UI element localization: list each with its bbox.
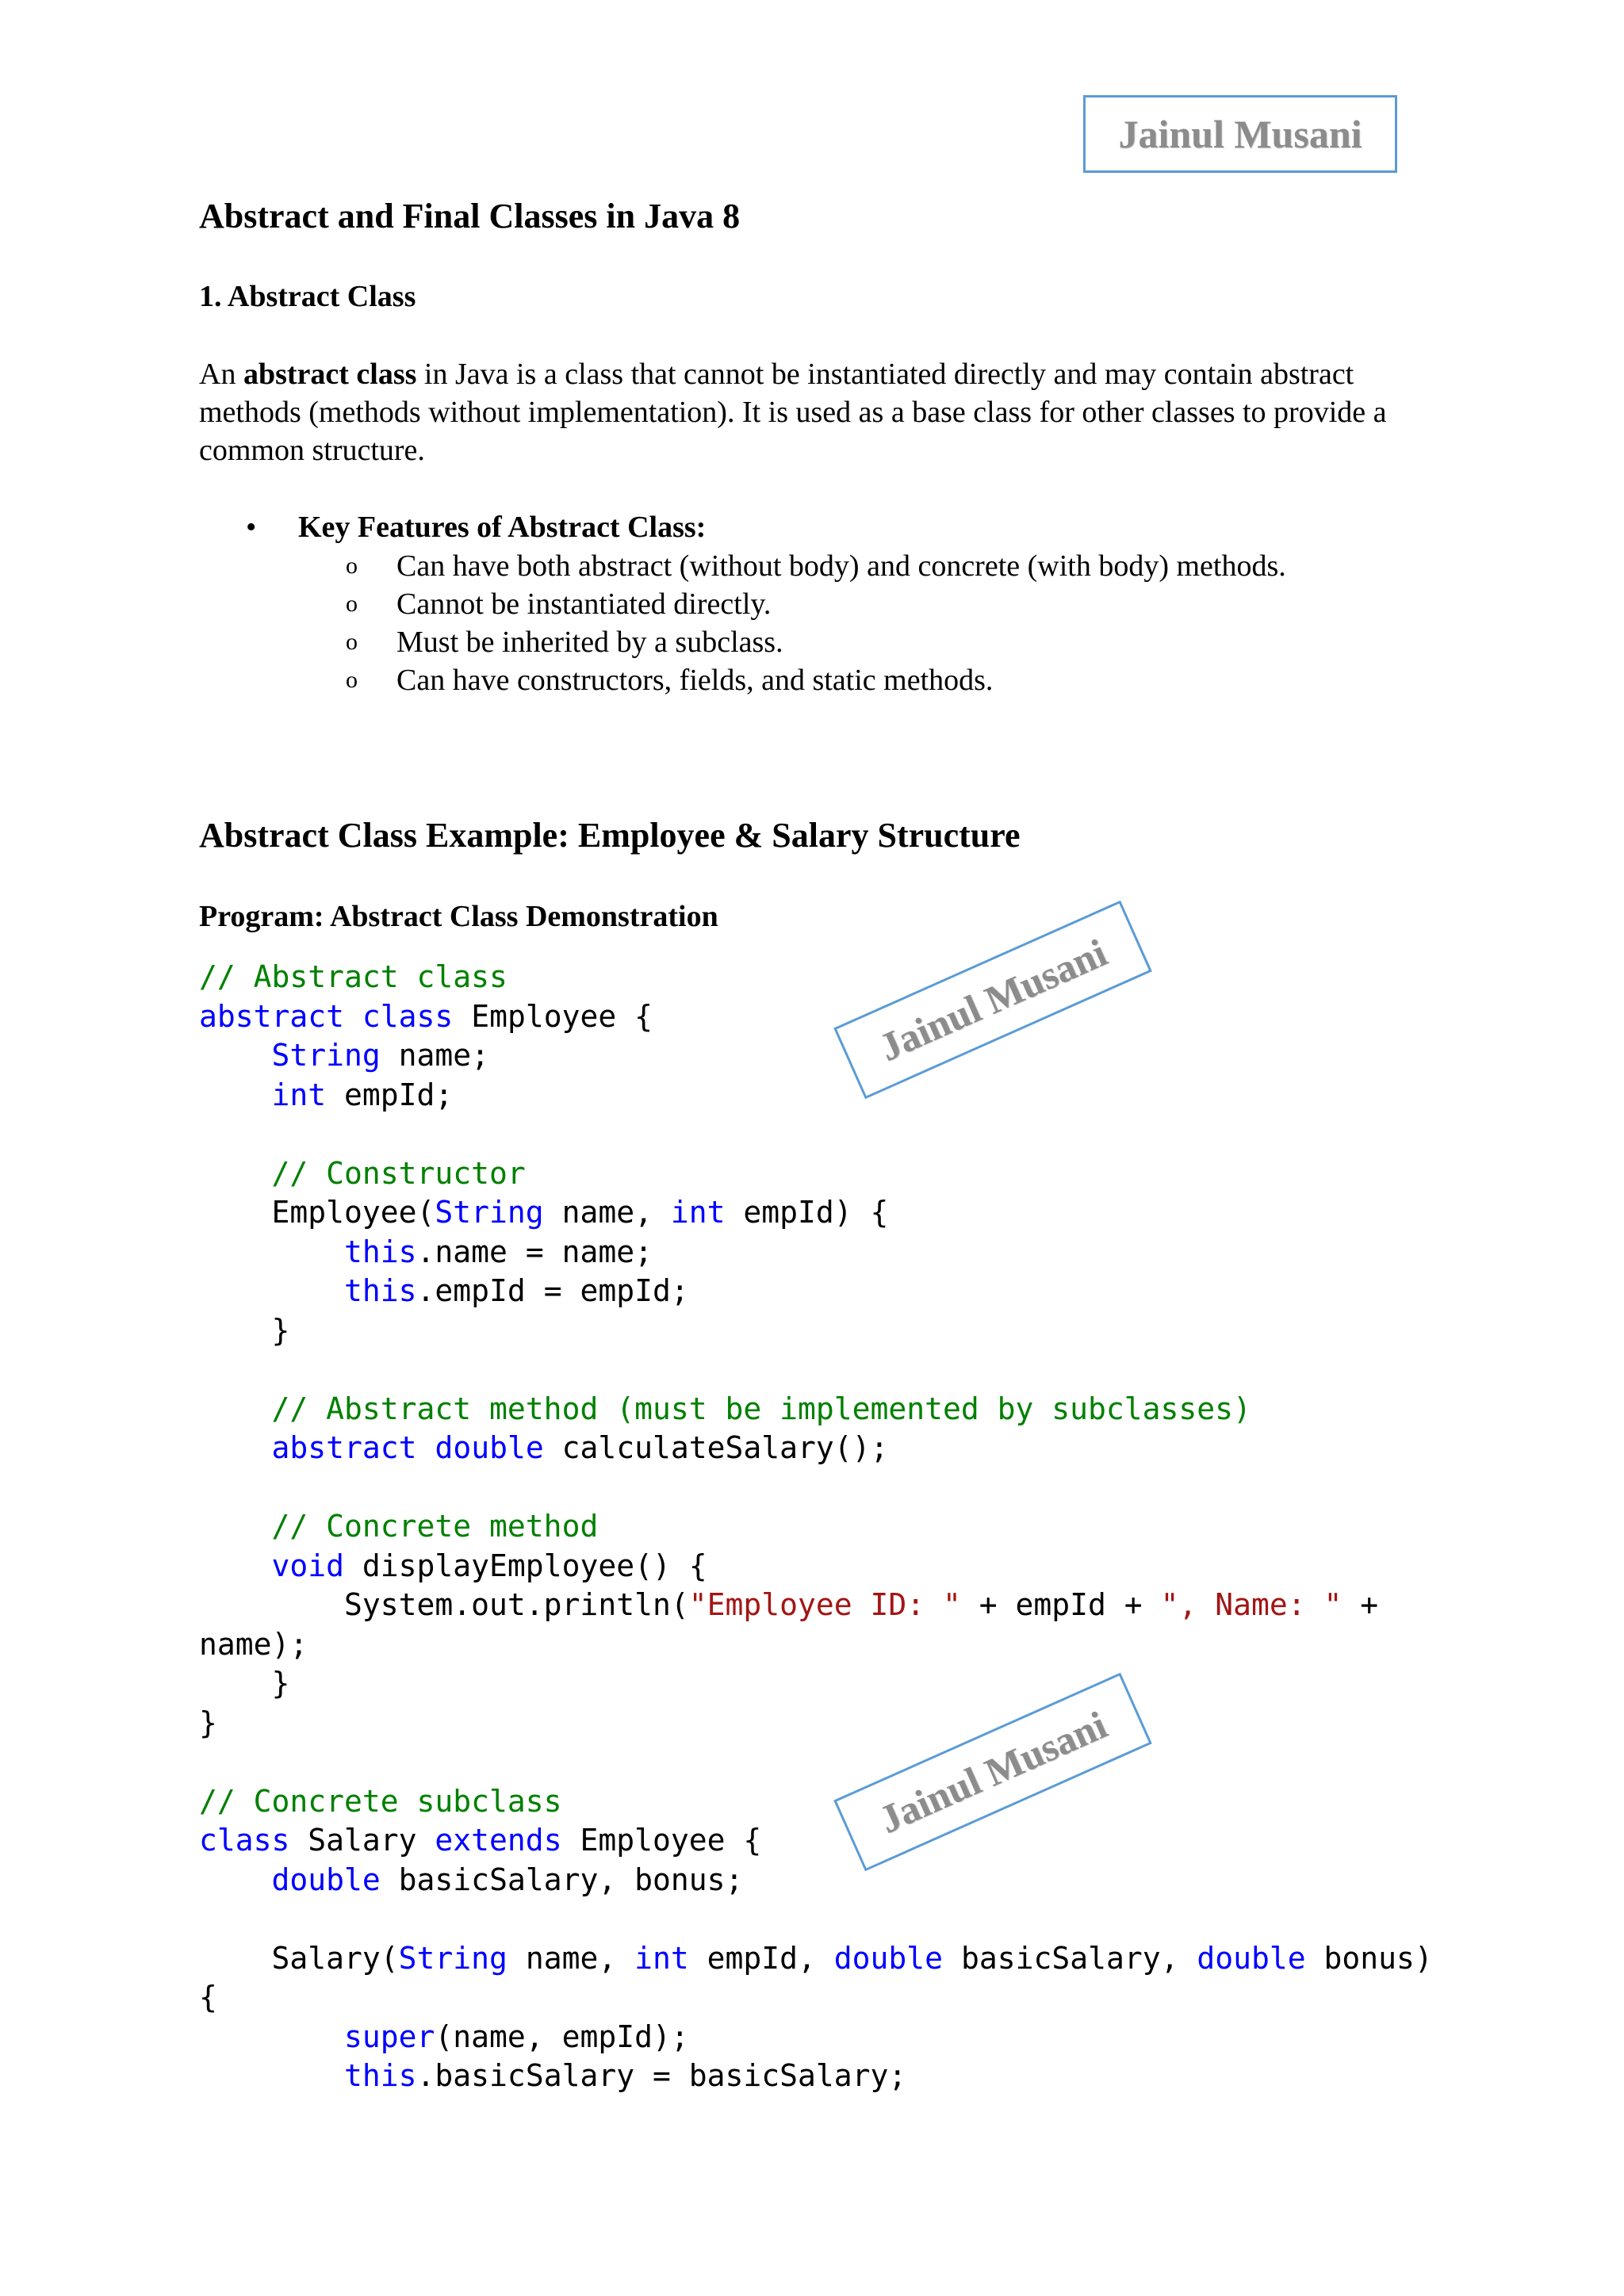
- code-line: [199, 1350, 1433, 1390]
- code-line: [199, 1939, 1433, 1979]
- intro-rest: in Java is a class that cannot be instantiated directly and may contain abstract methods (methods without implementation). It is used as a base class for other classes to provide a common structure.: [199, 358, 1387, 467]
- code-text: + empId +: [960, 1587, 1161, 1622]
- code-text: bonus): [1305, 1940, 1433, 1976]
- list-item-text: Can have both abstract (without body) and concrete (with body) methods.: [396, 549, 1286, 583]
- code-text: }: [199, 1666, 290, 1701]
- code-keyword: extends: [435, 1823, 562, 1858]
- code-text: [199, 1156, 272, 1191]
- code-keyword: this: [344, 2058, 417, 2093]
- code-string: "Employee ID: ": [688, 1587, 961, 1622]
- code-line: [199, 1507, 1433, 1547]
- code-text: (name, empId);: [435, 2019, 689, 2054]
- code-line: [199, 1154, 1433, 1194]
- code-line: [199, 2018, 1433, 2057]
- list-item-text: Must be inherited by a subclass.: [396, 626, 783, 659]
- key-features-heading: Key Features of Abstract Class:: [298, 511, 707, 544]
- code-keyword: String: [435, 1195, 544, 1230]
- code-text: [199, 1234, 344, 1269]
- code-comment: // Concrete method: [271, 1509, 599, 1544]
- code-keyword: void: [271, 1548, 345, 1583]
- code-comment: // Abstract method (must be implemented by subclasses): [271, 1391, 1251, 1426]
- code-text: name);: [199, 1626, 308, 1662]
- code-line: [199, 1704, 1433, 1743]
- code-line: [199, 1390, 1433, 1429]
- code-text: [199, 2019, 344, 2054]
- code-text: System.out.println(: [199, 1587, 689, 1622]
- code-line: [199, 2057, 1433, 2096]
- code-keyword: class: [362, 998, 454, 1034]
- code-keyword: super: [344, 2019, 435, 2054]
- code-line: [199, 1782, 1433, 1822]
- code-text: empId;: [326, 1077, 454, 1112]
- circle-bullet-icon: o: [346, 591, 358, 617]
- code-text: [199, 1430, 272, 1465]
- code-line: [199, 1115, 1433, 1154]
- code-line: [199, 1193, 1433, 1233]
- author-name-box: Jainul Musani: [1083, 95, 1397, 173]
- code-comment: // Abstract class: [199, 959, 508, 994]
- code-line: [199, 1468, 1433, 1508]
- code-keyword: double: [833, 1940, 944, 1976]
- code-text: calculateSalary();: [543, 1430, 889, 1465]
- code-line: [199, 1076, 1433, 1115]
- code-keyword: abstract: [271, 1430, 417, 1465]
- bullet-icon: •: [246, 511, 257, 544]
- code-comment: // Constructor: [271, 1155, 526, 1191]
- code-line: [199, 1743, 1433, 1782]
- watermark-stamp: Jainul Musani: [833, 1673, 1152, 1872]
- code-block: [199, 958, 1433, 2096]
- code-line: [199, 1900, 1433, 1939]
- code-line: [199, 1821, 1433, 1861]
- circle-bullet-icon: o: [346, 667, 358, 693]
- code-line: [199, 997, 1433, 1037]
- code-line: [199, 1547, 1433, 1586]
- code-text: empId,: [688, 1940, 834, 1976]
- code-keyword: String: [398, 1940, 508, 1976]
- code-line: [199, 1036, 1433, 1076]
- code-keyword: int: [670, 1195, 726, 1230]
- code-text: [199, 1273, 344, 1308]
- code-keyword: String: [271, 1038, 381, 1073]
- code-text: Salary(: [199, 1940, 399, 1976]
- code-text: [199, 1038, 272, 1073]
- code-text: .empId = empId;: [416, 1273, 689, 1308]
- code-keyword: double: [271, 1862, 381, 1897]
- code-keyword: this: [344, 1273, 417, 1308]
- circle-bullet-icon: o: [346, 553, 358, 579]
- list-item-text: Can have constructors, fields, and static methods.: [396, 664, 994, 697]
- circle-bullet-icon: o: [346, 629, 358, 655]
- page-title: Abstract and Final Classes in Java 8: [199, 197, 741, 235]
- code-text: name,: [507, 1940, 635, 1976]
- intro-prefix: An: [199, 358, 243, 391]
- intro-paragraph: [199, 355, 1436, 469]
- code-keyword: abstract: [199, 998, 345, 1034]
- code-text: [344, 999, 362, 1034]
- code-line: [199, 1429, 1433, 1468]
- code-text: [417, 1430, 435, 1465]
- code-text: }: [199, 1705, 217, 1740]
- code-text: [199, 1862, 272, 1897]
- code-text: }: [199, 1312, 290, 1348]
- code-line: [199, 1311, 1433, 1351]
- code-line: [199, 1586, 1433, 1625]
- code-text: [199, 1077, 272, 1112]
- section-heading-abstract-class: 1. Abstract Class: [199, 280, 416, 313]
- code-text: empId) {: [725, 1195, 889, 1230]
- code-keyword: double: [1197, 1940, 1306, 1976]
- code-keyword: this: [344, 1234, 417, 1269]
- code-line: [199, 1861, 1433, 1900]
- code-text: Employee {: [453, 998, 653, 1034]
- code-text: [199, 1391, 272, 1426]
- code-text: Salary: [289, 1823, 435, 1858]
- code-line: [199, 1978, 1433, 2018]
- code-text: Employee {: [561, 1823, 762, 1858]
- code-text: .basicSalary = basicSalary;: [416, 2058, 907, 2093]
- code-line: [199, 1664, 1433, 1704]
- code-line: [199, 1233, 1433, 1272]
- code-comment: // Concrete subclass: [199, 1783, 562, 1819]
- code-line: [199, 958, 1433, 997]
- code-text: name,: [543, 1195, 671, 1230]
- code-text: .name = name;: [416, 1234, 653, 1269]
- code-keyword: int: [634, 1940, 689, 1976]
- code-text: [199, 1548, 272, 1583]
- code-text: +: [1342, 1587, 1379, 1622]
- code-text: name;: [380, 1038, 490, 1073]
- example-heading: Abstract Class Example: Employee & Salary Structure: [199, 816, 1021, 855]
- code-text: displayEmployee() {: [344, 1548, 707, 1583]
- code-text: basicSalary, bonus;: [380, 1862, 744, 1897]
- list-item-text: Cannot be instantiated directly.: [396, 587, 772, 621]
- code-text: [199, 1509, 272, 1544]
- code-text: basicSalary,: [943, 1940, 1197, 1976]
- watermark-stamp: Jainul Musani: [833, 901, 1152, 1100]
- code-string: ", Name: ": [1160, 1587, 1342, 1622]
- code-line: [199, 1272, 1433, 1311]
- program-heading: Program: Abstract Class Demonstration: [199, 900, 718, 933]
- code-keyword: class: [199, 1823, 290, 1858]
- code-keyword: double: [435, 1430, 544, 1465]
- code-line: [199, 1625, 1433, 1665]
- intro-bold-term: abstract class: [243, 358, 417, 391]
- code-text: Employee(: [199, 1195, 435, 1230]
- code-text: {: [199, 1980, 217, 2015]
- code-text: [199, 2058, 344, 2093]
- code-keyword: int: [271, 1077, 327, 1112]
